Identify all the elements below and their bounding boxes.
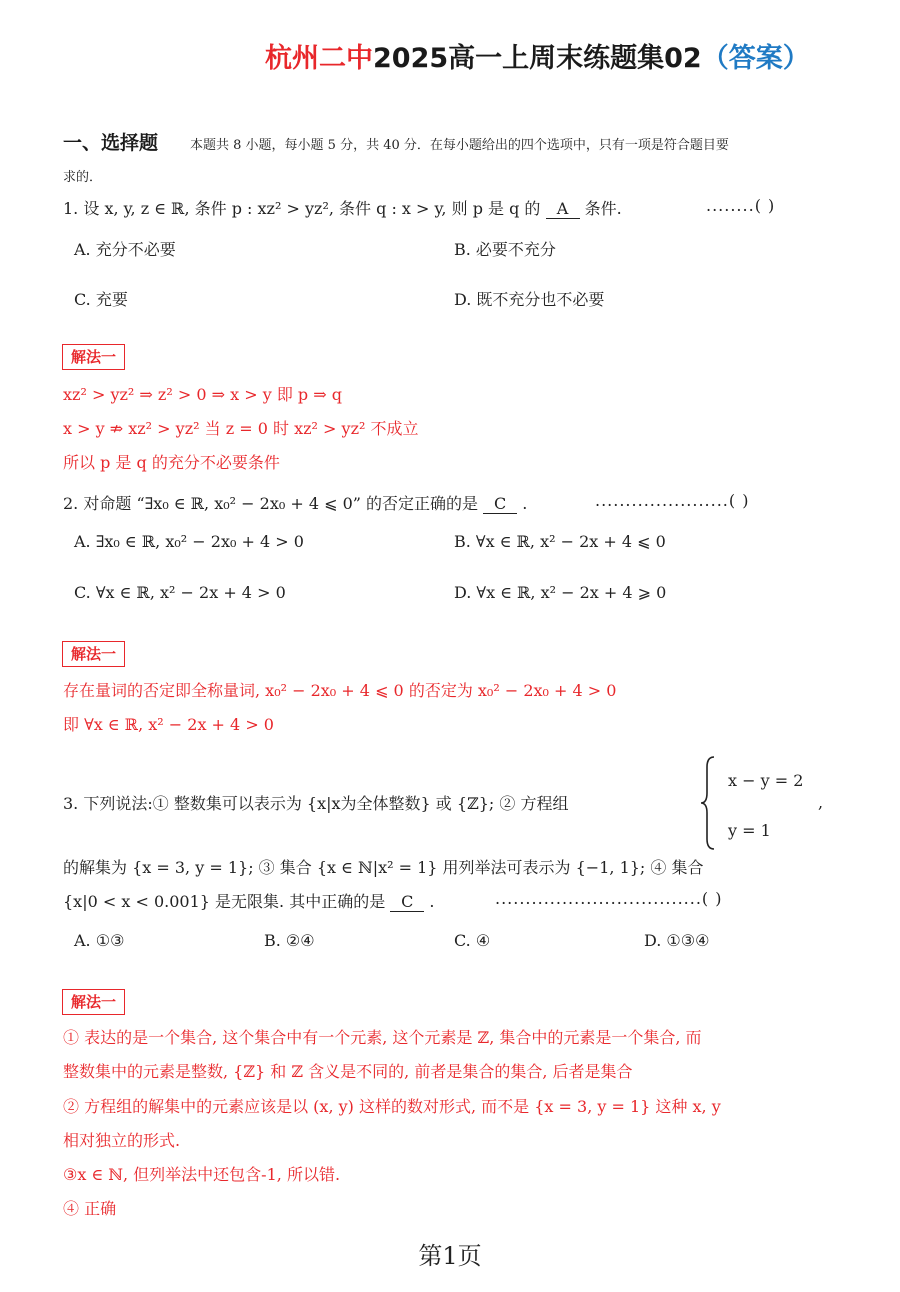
q3-option-c: C. ④ bbox=[454, 931, 491, 950]
q3-solution-line: ③x ∈ ℕ, 但列举法中还包含-1, 所以错. bbox=[63, 1165, 341, 1184]
title-school: 杭州二中 bbox=[265, 43, 373, 74]
q3-solution-line: ④ 正确 bbox=[63, 1199, 117, 1218]
q2-stem-text: 2. 对命题 “∃x₀ ∈ ℝ, x₀² − 2x₀ + 4 ⩽ 0” 的否定正确的是 bbox=[63, 494, 479, 513]
q1-option-b: B. 必要不充分 bbox=[454, 240, 556, 259]
q2-stem-after: . bbox=[522, 494, 528, 513]
page-number: 第1页 bbox=[418, 1242, 482, 1270]
q2-solution-label: 解法一 bbox=[62, 641, 125, 667]
q1-option-c: C. 充要 bbox=[74, 290, 128, 309]
q1-option-a: A. 充分不必要 bbox=[74, 240, 176, 259]
q2-option-b: B. ∀x ∈ ℝ, x² − 2x + 4 ⩽ 0 bbox=[454, 532, 666, 551]
equation-system-brace bbox=[700, 755, 716, 851]
q3-option-a: A. ①③ bbox=[74, 931, 125, 950]
q3-answer-bracket: ..................................( ) bbox=[495, 889, 723, 908]
system-equation-2: y = 1 bbox=[728, 821, 771, 840]
q2-solution-line: 即 ∀x ∈ ℝ, x² − 2x + 4 > 0 bbox=[63, 715, 274, 734]
q1-solution-line: x > y ⇏ xz² > yz² 当 z = 0 时 xz² > yz² 不成立 bbox=[63, 419, 419, 438]
q3-answer-blank: C bbox=[390, 892, 424, 912]
q2-solution-line: 存在量词的否定即全称量词, x₀² − 2x₀ + 4 ⩽ 0 的否定为 x₀² − 2x₀ + 4 > 0 bbox=[63, 681, 617, 700]
q1-answer-blank: A bbox=[546, 199, 580, 219]
q1-solution-label: 解法一 bbox=[62, 344, 125, 370]
page-title bbox=[265, 36, 810, 75]
q2-option-c: C. ∀x ∈ ℝ, x² − 2x + 4 > 0 bbox=[74, 583, 286, 602]
title-main: 2025高一上周末练题集02 bbox=[373, 43, 702, 74]
q3-solution-line: 相对独立的形式. bbox=[63, 1131, 181, 1150]
q1-solution-line: 所以 p 是 q 的充分不必要条件 bbox=[63, 453, 280, 472]
q3-solution-line: ① 表达的是一个集合, 这个集合中有一个元素, 这个元素是 ℤ, 集合中的元素是一个集合, 而 bbox=[63, 1028, 702, 1047]
system-equation-1: x − y = 2 bbox=[728, 771, 804, 790]
q1-stem-after: 条件. bbox=[584, 199, 622, 218]
q3-option-b: B. ②④ bbox=[264, 931, 315, 950]
question-3-stem-end bbox=[63, 889, 434, 912]
q2-answer-blank: C bbox=[483, 494, 517, 514]
section-heading: 一、选择题 bbox=[63, 132, 159, 154]
q3-solution-line: 整数集中的元素是整数, {ℤ} 和 ℤ 含义是不同的, 前者是集合的集合, 后者是集合 bbox=[63, 1062, 633, 1081]
q3-solution-line: ② 方程组的解集中的元素应该是以 (x, y) 这样的数对形式, 而不是 {x = 3, y = 1} 这种 x, y bbox=[63, 1097, 721, 1116]
q3-solution-label: 解法一 bbox=[62, 989, 125, 1015]
q1-solution-line: xz² > yz² ⇒ z² > 0 ⇒ x > y 即 p ⇒ q bbox=[63, 385, 342, 404]
q1-stem-text: 1. 设 x, y, z ∈ ℝ, 条件 p : xz² > yz², 条件 q : x > y, 则 p 是 q 的 bbox=[63, 199, 541, 218]
q2-option-a: A. ∃x₀ ∈ ℝ, x₀² − 2x₀ + 4 > 0 bbox=[74, 532, 304, 551]
q3-stem-text: {x|0 < x < 0.001} 是无限集. 其中正确的是 bbox=[63, 892, 386, 911]
q2-answer-bracket: ......................( ) bbox=[595, 491, 750, 510]
system-comma: , bbox=[818, 793, 824, 812]
question-2-stem bbox=[63, 491, 527, 514]
question-3-stem: 3. 下列说法:① 整数集可以表示为 {x|x为全体整数} 或 {ℤ}; ② 方程组 bbox=[63, 794, 569, 813]
question-3-stem-cont: 的解集为 {x = 3, y = 1}; ③ 集合 {x ∈ ℕ|x² = 1} 用列举法可表示为 {−1, 1}; ④ 集合 bbox=[63, 858, 704, 877]
q2-option-d: D. ∀x ∈ ℝ, x² − 2x + 4 ⩾ 0 bbox=[454, 583, 667, 602]
title-answer-tag: （答案） bbox=[701, 43, 810, 74]
question-1-stem bbox=[63, 196, 622, 219]
section-description-cont: 求的． bbox=[63, 170, 103, 185]
q3-stem-after: . bbox=[429, 892, 435, 911]
q1-option-d: D. 既不充分也不必要 bbox=[454, 290, 605, 309]
section-description: 本题共 8 小题，每小题 5 分，共 40 分．在每小题给出的四个选项中，只有一项是符合题目要 bbox=[190, 138, 729, 153]
q3-option-d: D. ①③④ bbox=[644, 931, 710, 950]
q1-answer-bracket: ........( ) bbox=[706, 196, 776, 215]
